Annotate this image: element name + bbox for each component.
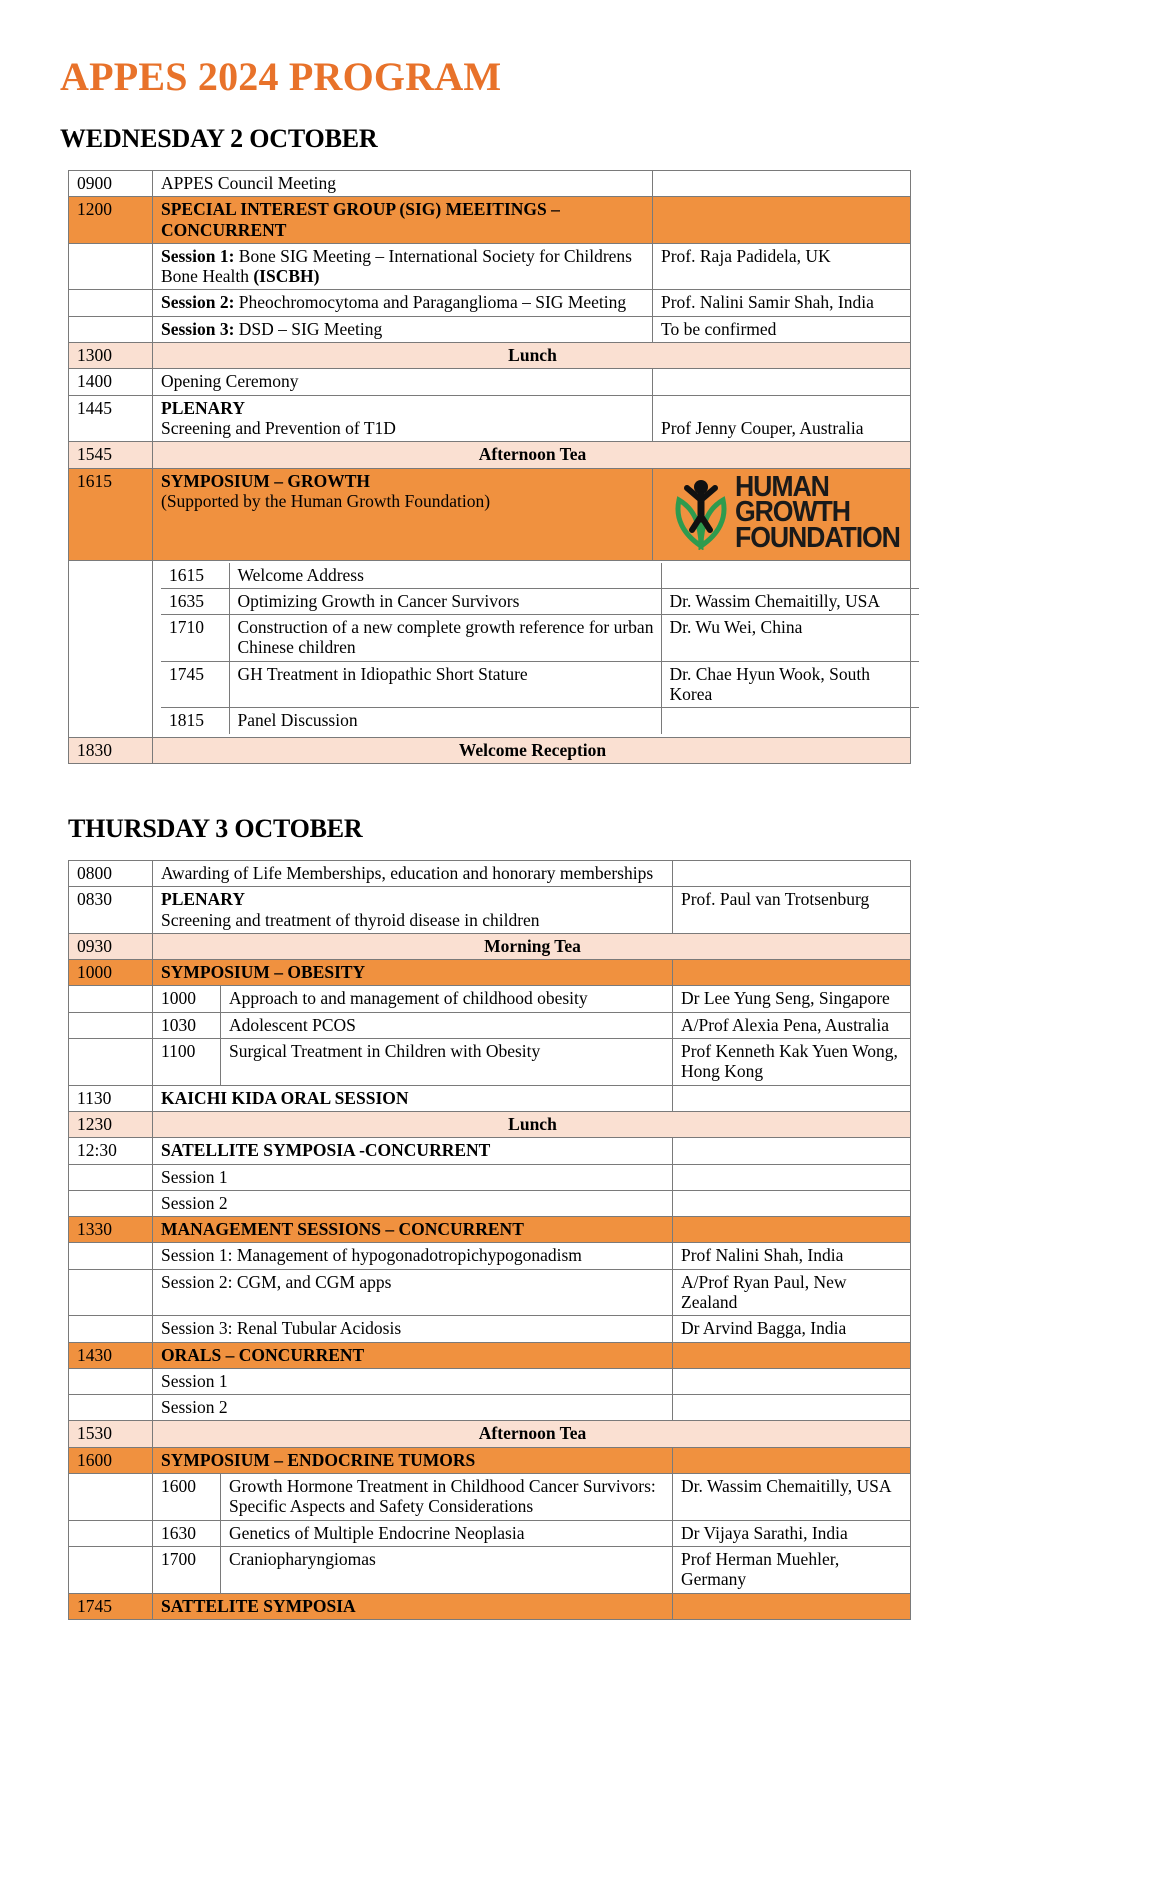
session-label: Session 1: <box>161 245 235 266</box>
table-row <box>69 1368 911 1394</box>
row-text-bold: PLENARY <box>161 889 245 910</box>
page-title: APPES 2024 PROGRAM <box>60 54 502 99</box>
row-time: 1545 <box>69 442 153 468</box>
row-speaker <box>673 1342 911 1368</box>
table-row-symposium <box>69 1342 911 1368</box>
row-speaker <box>673 860 911 886</box>
row-subtime: 1000 <box>153 986 221 1012</box>
day-heading-thursday: THURSDAY 3 OCTOBER <box>68 813 363 843</box>
row-time <box>69 1269 153 1316</box>
row-text: Adolescent PCOS <box>221 1012 673 1038</box>
row-text: Session 2 <box>153 1395 673 1421</box>
row-time: 1745 <box>69 1593 153 1619</box>
row-speaker: A/Prof Alexia Pena, Australia <box>673 1012 911 1038</box>
row-time: 0800 <box>69 860 153 886</box>
row-text: Growth Hormone Treatment in Childhood Cancer Survivors: Specific Aspects and Safety Considerations <box>221 1474 673 1521</box>
human-growth-foundation-logo <box>661 471 904 556</box>
row-text: Craniopharyngiomas <box>221 1546 673 1593</box>
row-time <box>69 243 153 290</box>
row-speaker: Prof Herman Muehler, Germany <box>673 1546 911 1593</box>
row-text: Session 3: Renal Tubular Acidosis <box>153 1316 673 1342</box>
table-row-symposium <box>69 960 911 986</box>
table-row-symposium <box>69 1447 911 1473</box>
row-time: 0930 <box>69 933 153 959</box>
row-time <box>69 1474 153 1521</box>
table-row-symposium <box>69 1593 911 1619</box>
session-text-bold: (ISCBH) <box>253 266 320 287</box>
logo-line-2: FOUNDATION <box>735 521 900 554</box>
table-row <box>69 1190 911 1216</box>
table-row <box>161 661 919 708</box>
logo-line-1: HUMAN GROWTH <box>735 470 850 529</box>
session-label: Session 3: <box>161 318 235 339</box>
row-speaker: Dr. Wassim Chemaitilly, USA <box>661 588 919 614</box>
table-row <box>161 615 919 662</box>
row-text: Session 1 <box>153 1368 673 1394</box>
row-time <box>69 1039 153 1086</box>
row-text: Session 2 <box>153 1190 673 1216</box>
row-subtime: 1700 <box>153 1546 221 1593</box>
row-time: 1445 <box>69 395 153 442</box>
table-row <box>69 395 911 442</box>
row-subtext: (Supported by the Human Growth Foundation) <box>161 490 491 511</box>
table-row <box>69 243 911 290</box>
row-text: Construction of a new complete growth reference for urban Chinese children <box>229 615 661 662</box>
row-text <box>153 290 653 316</box>
row-time <box>69 1316 153 1342</box>
row-text: APPES Council Meeting <box>153 171 653 197</box>
row-speaker: Dr. Wassim Chemaitilly, USA <box>673 1474 911 1521</box>
row-time: 1300 <box>69 343 153 369</box>
table-row <box>69 1243 911 1269</box>
row-speaker <box>673 1447 911 1473</box>
row-time <box>69 560 153 737</box>
table-row-break <box>69 343 911 369</box>
row-subtext: Screening and treatment of thyroid disease in children <box>161 909 540 930</box>
row-speaker: Prof. Raja Padidela, UK <box>653 243 911 290</box>
table-row <box>69 1138 911 1164</box>
row-speaker <box>673 1395 911 1421</box>
row-time <box>69 1395 153 1421</box>
row-speaker: Dr Lee Yung Seng, Singapore <box>673 986 911 1012</box>
table-row <box>69 369 911 395</box>
row-speaker <box>673 1368 911 1394</box>
row-speaker <box>661 563 919 589</box>
row-time: 12:30 <box>69 1138 153 1164</box>
row-text: Session 2: CGM, and CGM apps <box>153 1269 673 1316</box>
row-text: SATTELITE SYMPOSIA <box>153 1593 673 1619</box>
table-row <box>69 1039 911 1086</box>
table-row <box>161 563 919 589</box>
row-text: SYMPOSIUM – ENDOCRINE TUMORS <box>153 1447 673 1473</box>
row-text: Optimizing Growth in Cancer Survivors <box>229 588 661 614</box>
row-text: ORALS – CONCURRENT <box>153 1342 673 1368</box>
table-row <box>69 171 911 197</box>
nested-session-table-cell <box>153 560 911 737</box>
row-text: Opening Ceremony <box>153 369 653 395</box>
row-time: 1600 <box>69 1447 153 1473</box>
row-speaker: To be confirmed <box>653 316 911 342</box>
table-row-break <box>69 737 911 763</box>
row-time: 1615 <box>69 468 153 560</box>
logo-wordmark <box>735 470 900 554</box>
row-text: Session 1: Management of hypogonadotropichypogonadism <box>153 1243 673 1269</box>
row-speaker <box>673 1138 911 1164</box>
row-speaker: A/Prof Ryan Paul, New Zealand <box>673 1269 911 1316</box>
table-row <box>69 986 911 1012</box>
wednesday-program-table <box>68 170 911 764</box>
table-row <box>69 887 911 934</box>
row-speaker: Prof Nalini Shah, India <box>673 1243 911 1269</box>
row-time <box>69 1164 153 1190</box>
row-text <box>153 243 653 290</box>
row-speaker: Dr Vijaya Sarathi, India <box>673 1520 911 1546</box>
row-subtime: 1630 <box>153 1520 221 1546</box>
row-text <box>153 395 653 442</box>
row-speaker: Dr. Chae Hyun Wook, South Korea <box>661 661 919 708</box>
row-text: KAICHI KIDA ORAL SESSION <box>153 1085 673 1111</box>
session-text: Pheochromocytoma and Paraganglioma – SIG Meeting <box>234 292 627 313</box>
row-time <box>69 1190 153 1216</box>
row-time <box>69 986 153 1012</box>
break-label: Afternoon Tea <box>153 1421 911 1447</box>
table-row <box>161 588 919 614</box>
table-row-symposium <box>69 468 911 560</box>
row-speaker: Prof. Paul van Trotsenburg <box>673 887 911 934</box>
table-row-symposium <box>69 1217 911 1243</box>
row-time: 1330 <box>69 1217 153 1243</box>
table-row <box>69 860 911 886</box>
row-time: 1635 <box>161 588 229 614</box>
row-time: 1745 <box>161 661 229 708</box>
table-row <box>69 290 911 316</box>
table-row <box>69 1085 911 1111</box>
break-label: Welcome Reception <box>153 737 911 763</box>
break-label: Lunch <box>153 343 911 369</box>
row-subtime: 1100 <box>153 1039 221 1086</box>
table-row <box>69 316 911 342</box>
row-text: GH Treatment in Idiopathic Short Stature <box>229 661 661 708</box>
row-time: 1615 <box>161 563 229 589</box>
row-speaker <box>673 1593 911 1619</box>
row-time <box>69 1546 153 1593</box>
row-text: Awarding of Life Memberships, education and honorary memberships <box>153 860 673 886</box>
row-time: 1710 <box>161 615 229 662</box>
row-speaker <box>661 708 919 734</box>
table-row-break <box>69 1111 911 1137</box>
row-time <box>69 290 153 316</box>
row-speaker <box>673 1085 911 1111</box>
row-time: 1815 <box>161 708 229 734</box>
row-speaker <box>653 369 911 395</box>
table-row-break <box>69 933 911 959</box>
row-speaker: Dr Arvind Bagga, India <box>673 1316 911 1342</box>
table-row <box>69 1316 911 1342</box>
session-label: Session 2: <box>161 292 235 313</box>
row-time: 1200 <box>69 197 153 244</box>
row-subtime: 1600 <box>153 1474 221 1521</box>
thursday-program-table <box>68 860 911 1620</box>
row-text: Panel Discussion <box>229 708 661 734</box>
row-time <box>69 1520 153 1546</box>
row-time: 1400 <box>69 369 153 395</box>
row-text-bold: PLENARY <box>161 397 245 418</box>
row-time: 1230 <box>69 1111 153 1137</box>
growth-sessions-table <box>161 563 919 734</box>
row-subtext: Screening and Prevention of T1D <box>161 417 396 438</box>
row-time: 1000 <box>69 960 153 986</box>
row-time: 1830 <box>69 737 153 763</box>
row-text: MANAGEMENT SESSIONS – CONCURRENT <box>153 1217 673 1243</box>
row-text: SPECIAL INTEREST GROUP (SIG) MEEITINGS – CONCURRENT <box>153 197 653 244</box>
row-text: Welcome Address <box>229 563 661 589</box>
row-speaker: Dr. Wu Wei, China <box>661 615 919 662</box>
row-time: 1530 <box>69 1421 153 1447</box>
table-row-header <box>69 197 911 244</box>
row-text-bold: SYMPOSIUM – GROWTH <box>161 470 371 491</box>
table-row <box>69 1474 911 1521</box>
row-speaker <box>673 1164 911 1190</box>
row-text <box>153 887 673 934</box>
break-label: Afternoon Tea <box>153 442 911 468</box>
break-label: Lunch <box>153 1111 911 1137</box>
row-text: Session 1 <box>153 1164 673 1190</box>
row-speaker <box>673 960 911 986</box>
table-row <box>69 1012 911 1038</box>
row-time <box>69 1012 153 1038</box>
row-speaker <box>653 171 911 197</box>
table-row-nested <box>69 560 911 737</box>
row-text: Approach to and management of childhood obesity <box>221 986 673 1012</box>
sponsor-logo-cell <box>653 468 911 560</box>
table-row <box>69 1269 911 1316</box>
row-text: Genetics of Multiple Endocrine Neoplasia <box>221 1520 673 1546</box>
row-text <box>153 468 653 560</box>
row-time: 0900 <box>69 171 153 197</box>
row-time <box>69 1368 153 1394</box>
row-time: 1430 <box>69 1342 153 1368</box>
row-time: 0830 <box>69 887 153 934</box>
row-time <box>69 1243 153 1269</box>
row-speaker <box>673 1217 911 1243</box>
row-time <box>69 316 153 342</box>
table-row <box>69 1520 911 1546</box>
row-speaker: Prof Jenny Couper, Australia <box>653 395 911 442</box>
session-text: Bone SIG Meeting – International Society for Childrens Bone Health <box>161 245 632 287</box>
table-row <box>69 1164 911 1190</box>
row-speaker <box>673 1190 911 1216</box>
row-text <box>153 316 653 342</box>
row-speaker: Prof Kenneth Kak Yuen Wong, Hong Kong <box>673 1039 911 1086</box>
growth-leaf-person-icon <box>671 476 731 550</box>
row-speaker: Prof. Nalini Samir Shah, India <box>653 290 911 316</box>
row-time: 1130 <box>69 1085 153 1111</box>
row-text: Surgical Treatment in Children with Obesity <box>221 1039 673 1086</box>
row-subtime: 1030 <box>153 1012 221 1038</box>
session-text: DSD – SIG Meeting <box>234 318 383 339</box>
table-row <box>69 1395 911 1421</box>
table-row <box>161 708 919 734</box>
table-row-break <box>69 442 911 468</box>
table-row <box>69 1546 911 1593</box>
break-label: Morning Tea <box>153 933 911 959</box>
table-row-break <box>69 1421 911 1447</box>
row-text: SATELLITE SYMPOSIA -CONCURRENT <box>153 1138 673 1164</box>
row-text: SYMPOSIUM – OBESITY <box>153 960 673 986</box>
day-heading-wednesday: WEDNESDAY 2 OCTOBER <box>60 124 378 153</box>
row-speaker <box>653 197 911 244</box>
